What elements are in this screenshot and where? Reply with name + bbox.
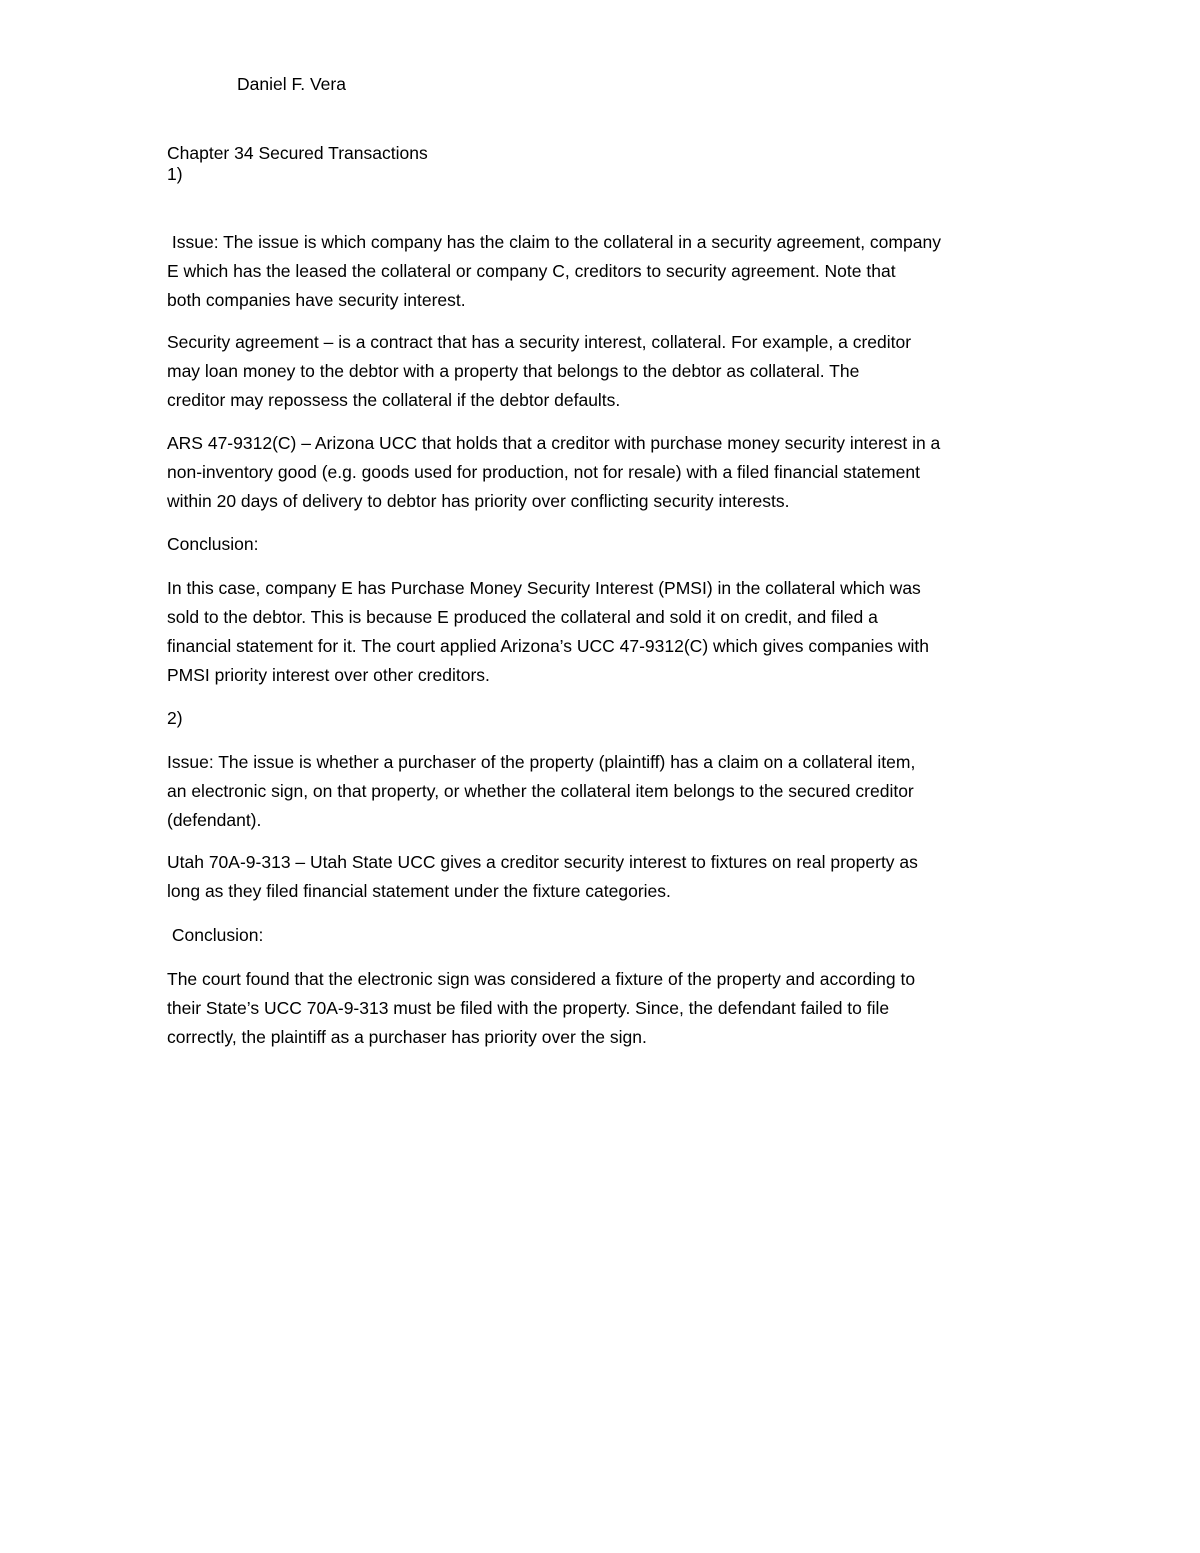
q2-rule-paragraph bbox=[167, 848, 1047, 906]
question-2-number: 2) bbox=[167, 708, 183, 728]
q2-issue-line: Issue: The issue is whether a purchaser of the property (plaintiff) has a claim on a collateral item, bbox=[167, 752, 916, 772]
q1-conclusion-line: PMSI priority interest over other creditors. bbox=[167, 665, 490, 685]
q2-issue-line: an electronic sign, on that property, or whether the collateral item belongs to the secured creditor bbox=[167, 781, 914, 801]
q1-definition-paragraph bbox=[167, 328, 1047, 415]
q2-issue-line: (defendant). bbox=[167, 810, 262, 830]
q2-conclusion-label: Conclusion: bbox=[167, 925, 264, 945]
q1-issue-line: E which has the leased the collateral or company C, creditors to security agreement. Note that bbox=[167, 261, 896, 281]
q1-conclusion-line: financial statement for it. The court applied Arizona’s UCC 47-9312(C) which gives companies with bbox=[167, 636, 929, 656]
q2-conclusion-paragraph bbox=[167, 965, 1047, 1052]
q1-definition-line: Security agreement – is a contract that has a security interest, collateral. For example, a creditor bbox=[167, 332, 912, 352]
q1-issue-paragraph bbox=[167, 228, 1047, 315]
q1-rule-line: ARS 47-9312(C) – Arizona UCC that holds that a creditor with purchase money security interest in a bbox=[167, 433, 941, 453]
q1-conclusion-label: Conclusion: bbox=[167, 534, 259, 554]
q2-conclusion-line: correctly, the plaintiff as a purchaser has priority over the sign. bbox=[167, 1027, 647, 1047]
q1-definition-line: creditor may repossess the collateral if the debtor defaults. bbox=[167, 390, 621, 410]
q2-issue-paragraph bbox=[167, 748, 1047, 835]
question-1-number: 1) bbox=[167, 164, 183, 184]
q1-rule-line: non-inventory good (e.g. goods used for production, not for resale) with a filed financial statement bbox=[167, 462, 920, 482]
q1-conclusion-paragraph bbox=[167, 574, 1047, 690]
document-title: Chapter 34 Secured Transactions bbox=[167, 143, 428, 163]
q1-conclusion-line: In this case, company E has Purchase Money Security Interest (PMSI) in the collateral which was bbox=[167, 578, 921, 598]
q1-definition-line: may loan money to the debtor with a property that belongs to the debtor as collateral. The bbox=[167, 361, 860, 381]
q2-conclusion-line: The court found that the electronic sign was considered a fixture of the property and according to bbox=[167, 969, 916, 989]
author-name: Daniel F. Vera bbox=[237, 74, 346, 94]
q2-rule-line: Utah 70A-9-313 – Utah State UCC gives a creditor security interest to fixtures on real property as bbox=[167, 852, 918, 872]
q2-rule-line: long as they filed financial statement under the fixture categories. bbox=[167, 881, 671, 901]
q1-conclusion-line: sold to the debtor. This is because E produced the collateral and sold it on credit, and filed a bbox=[167, 607, 878, 627]
q1-issue-line: both companies have security interest. bbox=[167, 290, 466, 310]
q1-rule-paragraph bbox=[167, 429, 1047, 516]
q1-issue-line: Issue: The issue is which company has the claim to the collateral in a security agreement, company bbox=[167, 232, 941, 252]
q2-conclusion-line: their State’s UCC 70A-9-313 must be filed with the property. Since, the defendant failed to file bbox=[167, 998, 890, 1018]
q1-rule-line: within 20 days of delivery to debtor has priority over conflicting security interests. bbox=[167, 491, 790, 511]
